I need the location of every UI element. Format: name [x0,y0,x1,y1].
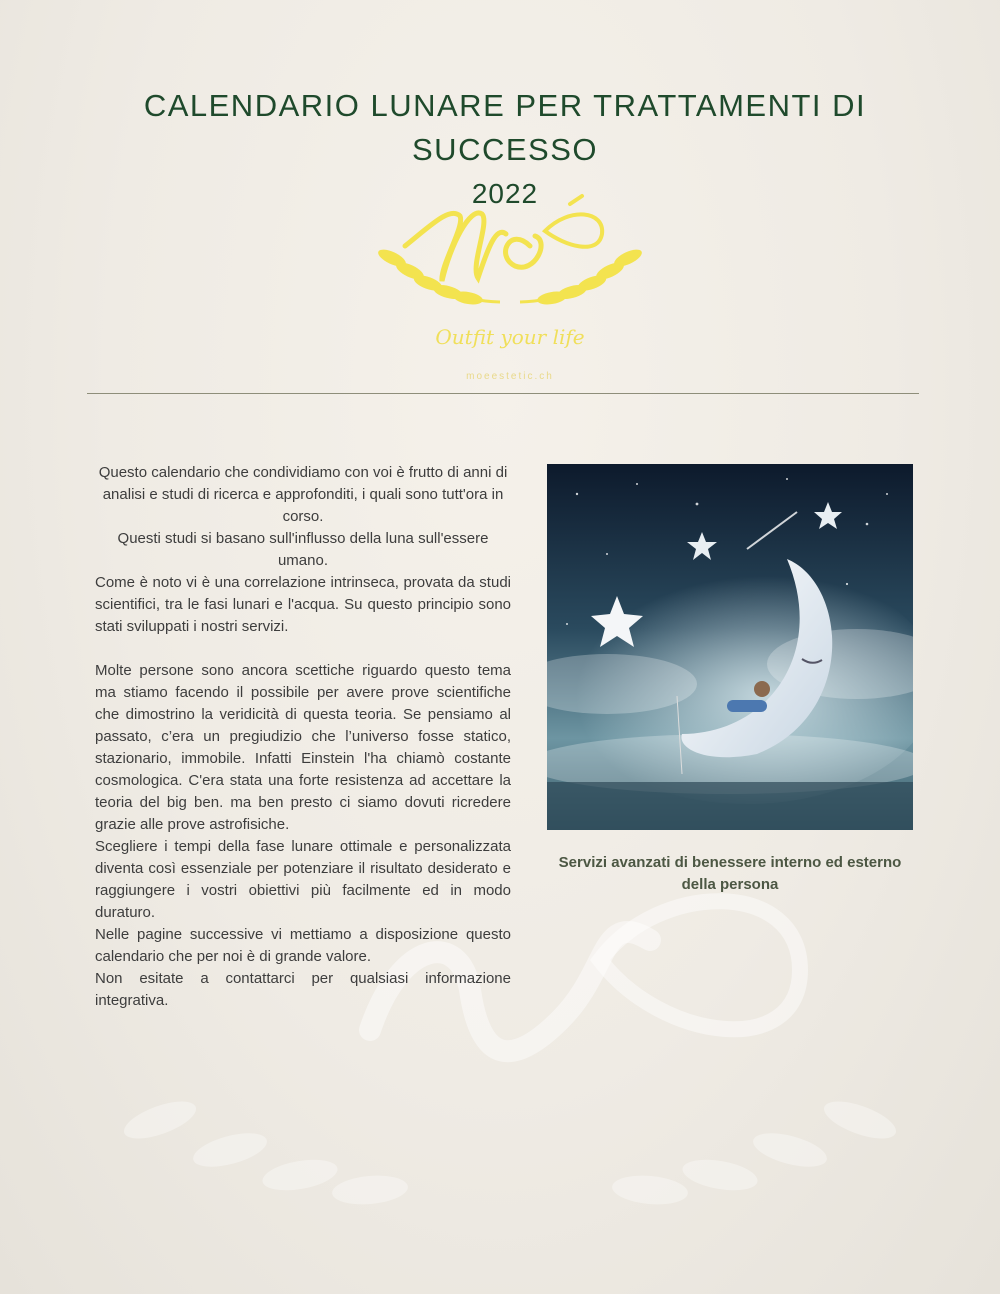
title-text: CALENDARIO LUNARE PER TRATTAMENTI DI SUCCESSO [143,88,867,167]
intro-paragraph-2: Questi studi si basano sull'influsso della luna sull'essere umano. [117,530,489,569]
brand-website: moeestetic.ch [466,371,554,382]
brand-tagline: Outfit your life [435,325,585,349]
intro-paragraph-7: Non esitate a contattarci per qualsiasi informazione integrativa. [95,970,511,1009]
moon-illustration [547,464,913,830]
intro-paragraph-6: Nelle pagine successive vi mettiamo a disposizione questo calendario che per noi è di grande valore. [95,926,511,965]
header-divider [87,393,919,394]
intro-text [95,462,511,1012]
title-year: 2022 [471,178,539,209]
intro-paragraph-1: Questo calendario che condividiamo con voi è frutto di anni di analisi e studi di ricerca e approfonditi, i quali sono tutt'ora in corso. [98,464,508,525]
intro-paragraph-4: Molte persone sono ancora scettiche riguardo questo tema ma stiamo facendo il possibile per avere prove scientifiche che dimostrino la veridicità di questa teoria. Se pensiamo al passato, c’era un pregiudizio che l’universo fosse statico, stazionario, immobile. Infatti Einstein l'ha chiamò costante cosmologica. C'era stata una forte resistenza ad accettare la teoria del big ben. ma ben presto ci siamo dovuti ricredere grazie alle prove astrofisiche. [95,662,511,833]
brand-logo [370,186,650,396]
photo-caption: Servizi avanzati di benessere interno ed esterno della persona [558,854,902,893]
intro-paragraph-5: Scegliere i tempi della fase lunare ottimale e personalizzata diventa così essenziale per potenziare il risultato desiderato e raggiungere i vostri obiettivi più facilmente ed in modo duraturo. [95,838,511,921]
intro-paragraph-3: Come è noto vi è una correlazione intrinseca, provata da studi scientifici, tra le fasi lunari e l'acqua. Su questo principio sono stati sviluppati i nostri servizi. [95,574,511,635]
